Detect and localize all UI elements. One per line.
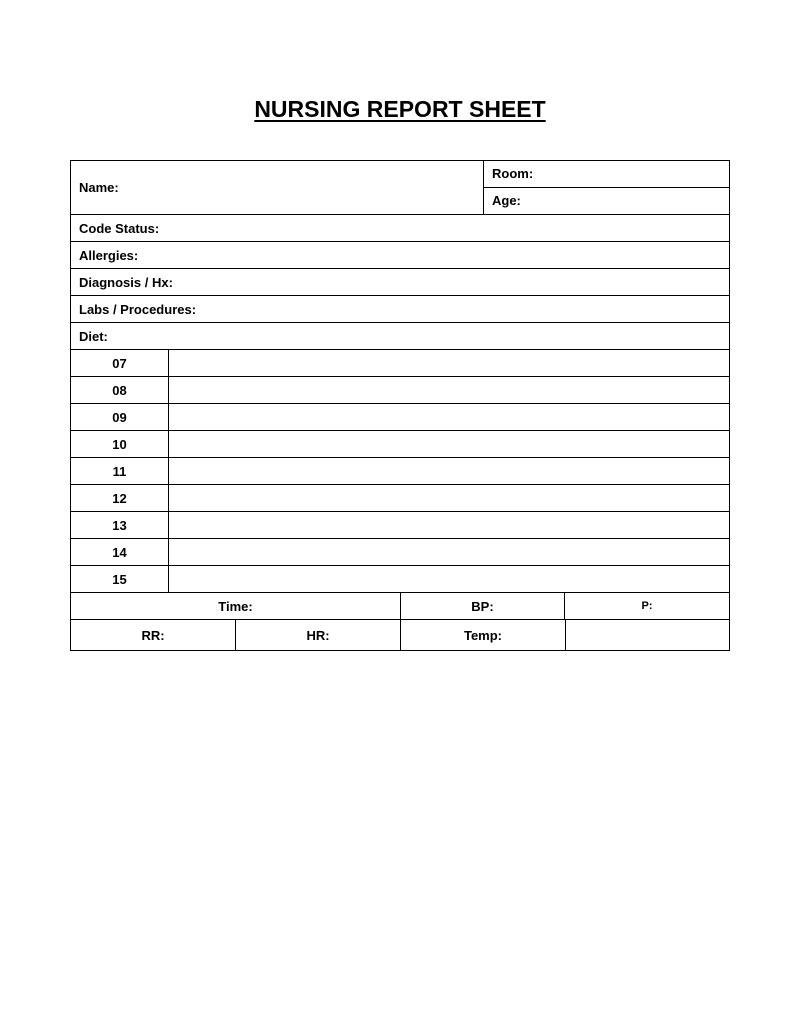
diet-field[interactable]: Diet: [79, 328, 108, 344]
diagnosis-row [71, 269, 729, 296]
diagnosis-field[interactable]: Diagnosis / Hx: [79, 274, 173, 290]
hour-label: 14 [71, 539, 169, 565]
hour-entry[interactable] [169, 485, 729, 511]
hour-entry[interactable] [169, 512, 729, 538]
labs-field[interactable]: Labs / Procedures: [79, 301, 197, 317]
hour-label: 09 [71, 404, 169, 430]
temp-field[interactable]: Temp: [401, 620, 566, 650]
hour-entry[interactable] [169, 404, 729, 430]
time-field[interactable]: Time: [71, 593, 401, 619]
hour-label: 11 [71, 458, 169, 484]
hour-label: 10 [71, 431, 169, 457]
room-field[interactable]: Room: [484, 161, 729, 188]
report-form [70, 160, 730, 651]
hour-row [71, 377, 729, 404]
hour-entry[interactable] [169, 566, 729, 592]
name-row [71, 161, 729, 215]
rr-field[interactable]: RR: [71, 620, 236, 650]
hour-row [71, 350, 729, 377]
hour-entry[interactable] [169, 350, 729, 376]
hr-field[interactable]: HR: [236, 620, 401, 650]
hour-row [71, 485, 729, 512]
pulse-field[interactable]: P: [641, 600, 653, 612]
hour-row [71, 404, 729, 431]
vitals-row-1 [71, 593, 729, 620]
hour-label: 07 [71, 350, 169, 376]
hour-entry[interactable] [169, 431, 729, 457]
title-text: NURSING REPORT SHEET [254, 96, 546, 122]
hour-row [71, 539, 729, 566]
hour-entry[interactable] [169, 458, 729, 484]
age-field[interactable]: Age: [492, 193, 521, 209]
page-title [0, 94, 800, 124]
blank-field[interactable] [566, 620, 729, 650]
hour-row [71, 431, 729, 458]
hour-row [71, 458, 729, 485]
room-age-group [484, 161, 729, 214]
hour-label: 13 [71, 512, 169, 538]
hour-row [71, 512, 729, 539]
code-status-row [71, 215, 729, 242]
allergies-field[interactable]: Allergies: [79, 247, 139, 263]
hour-entry[interactable] [169, 377, 729, 403]
bp-field[interactable]: BP: [401, 593, 565, 619]
hour-row [71, 566, 729, 593]
code-status-field[interactable]: Code Status: [79, 220, 160, 236]
labs-row [71, 296, 729, 323]
allergies-row [71, 242, 729, 269]
diet-row [71, 323, 729, 350]
vitals-row-2 [71, 620, 729, 650]
hour-label: 12 [71, 485, 169, 511]
hour-label: 15 [71, 566, 169, 592]
name-field[interactable]: Name: [71, 161, 484, 214]
hour-entry[interactable] [169, 539, 729, 565]
hour-label: 08 [71, 377, 169, 403]
